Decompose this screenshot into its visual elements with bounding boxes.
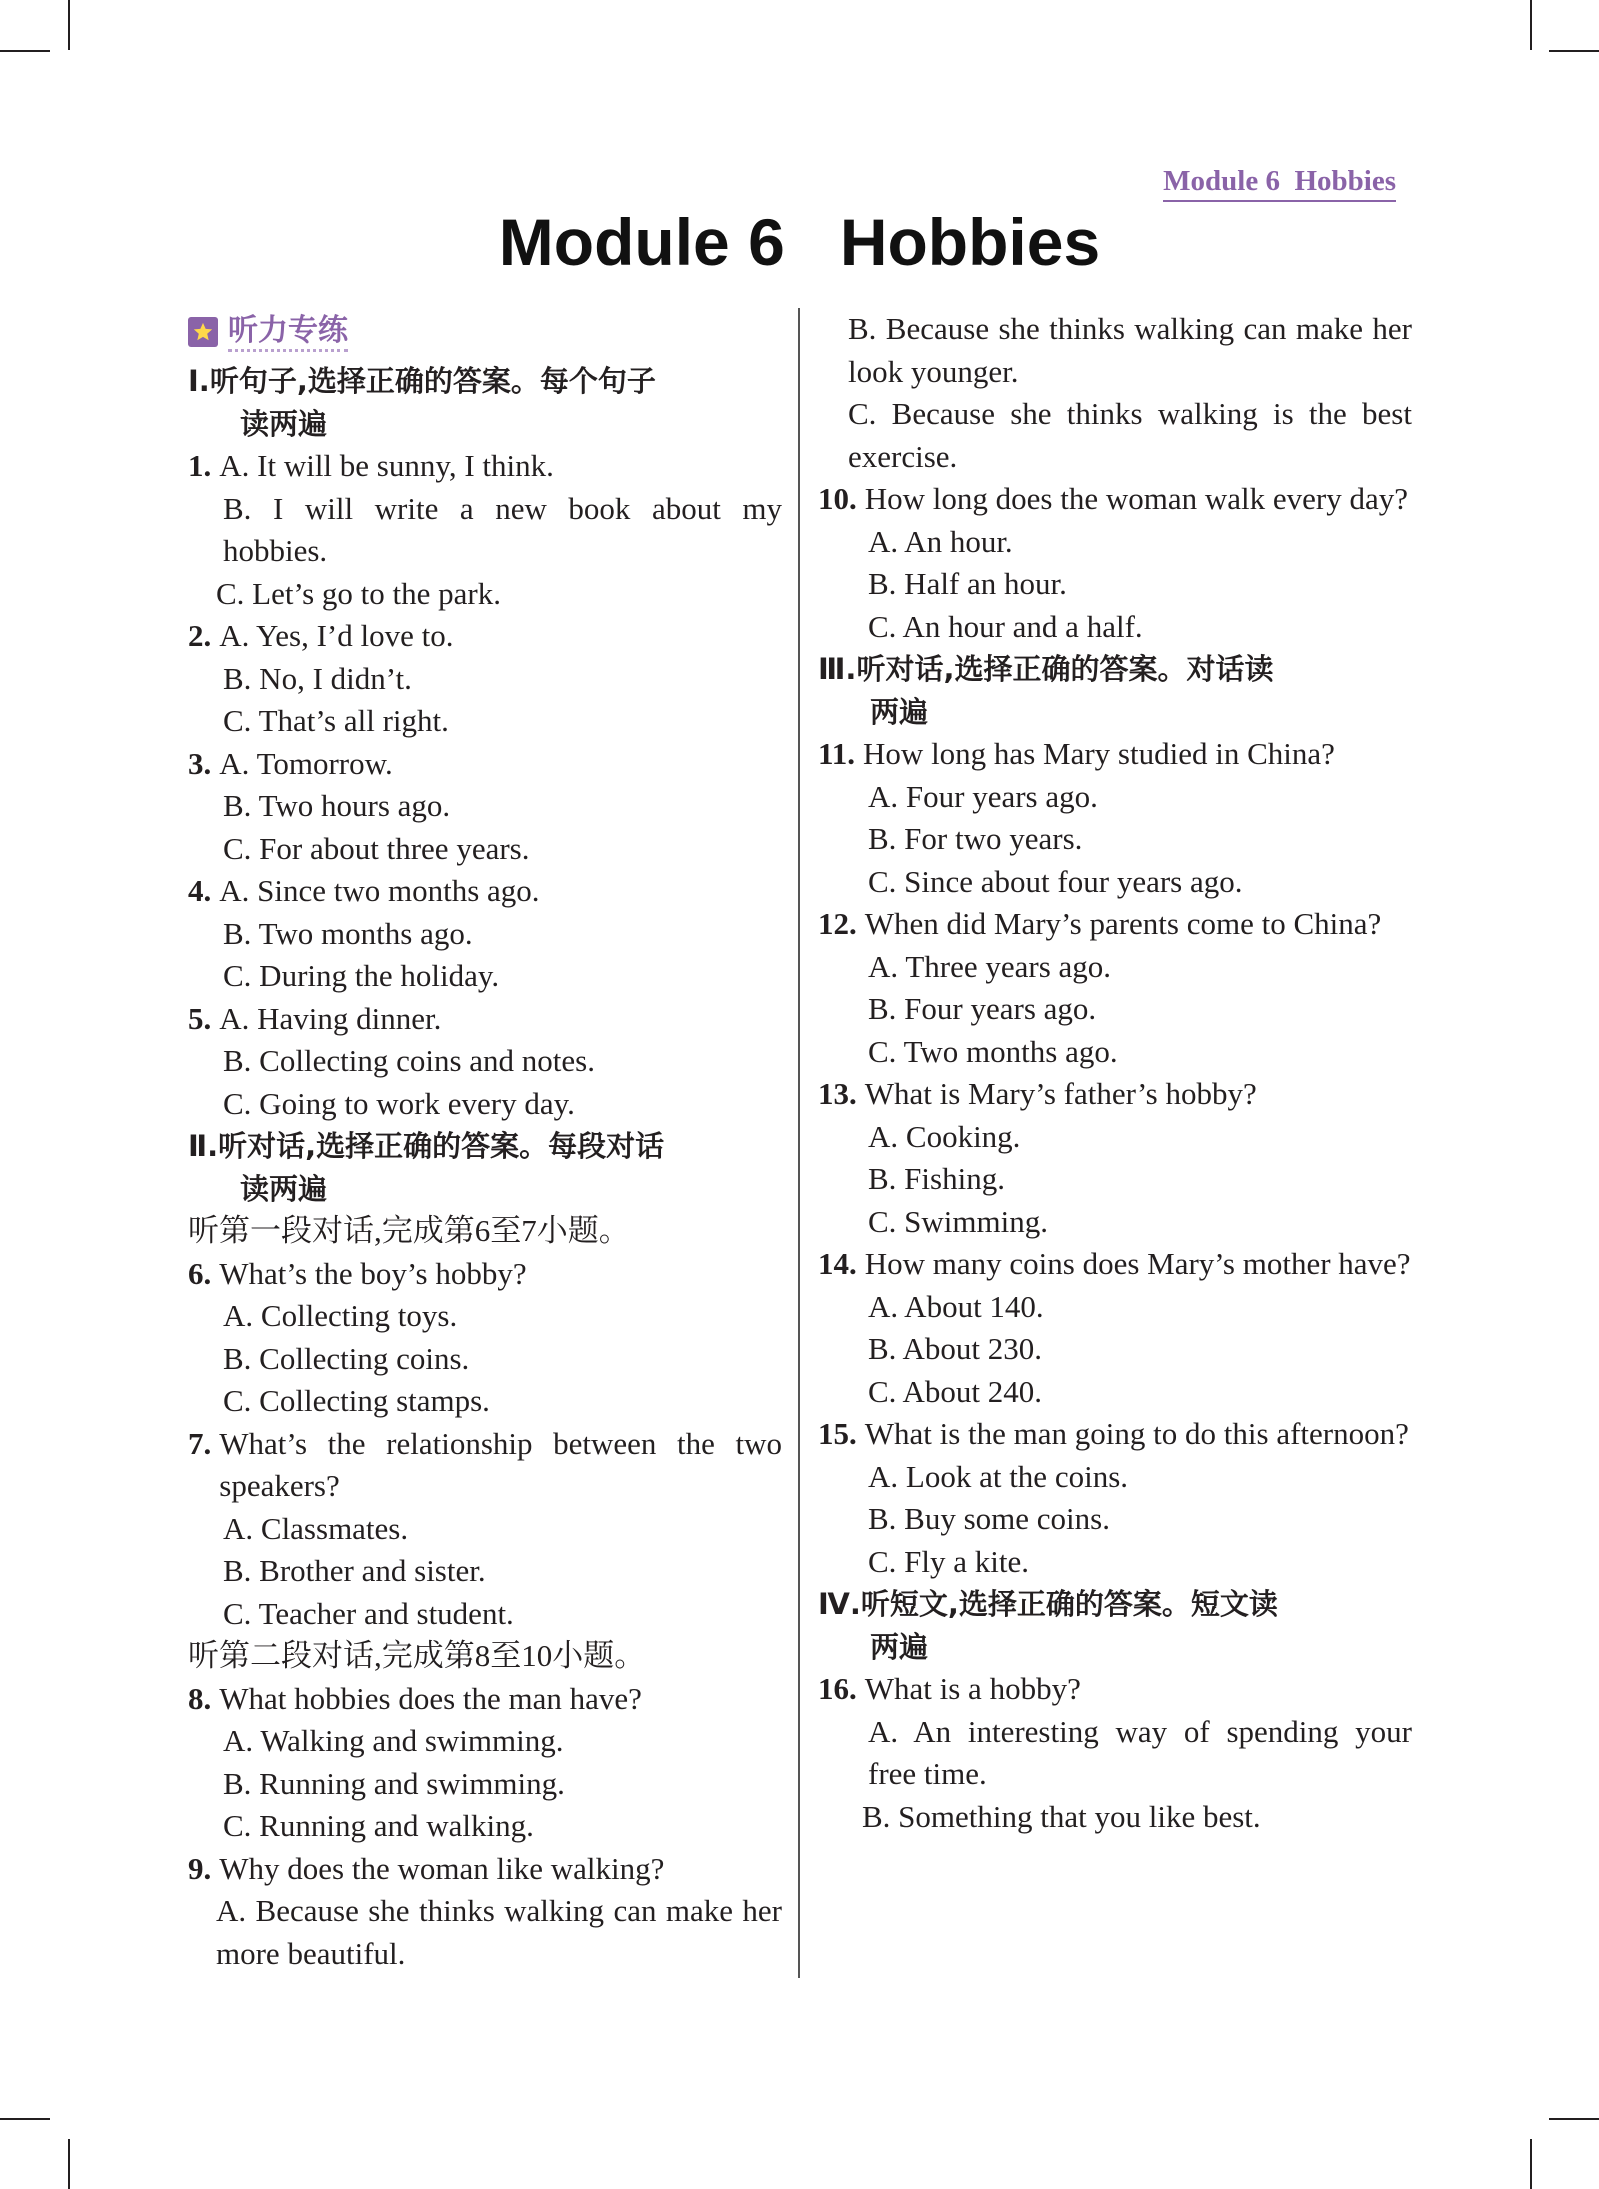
option[interactable] [188,828,782,871]
question [188,1423,782,1508]
crop-mark [1530,0,1532,50]
part-heading [188,1125,782,1210]
option-text: C. Since about four years ago. [868,863,1243,899]
question-text: What’s the relationship between the two speakers? [219,1425,782,1503]
question-text: When did Mary’s parents come to China? [864,906,1382,941]
option[interactable] [188,785,782,828]
part-number: Ⅰ. [188,364,210,398]
option[interactable] [188,1040,782,1083]
option[interactable] [188,1508,782,1551]
part-title: 听对话,选择正确的答案。每段对话 [218,1129,665,1163]
option-text: B. Two hours ago. [223,788,451,823]
question-number: 1. [188,448,212,483]
option[interactable] [818,308,1412,393]
option-text: A. Collecting toys. [223,1298,458,1333]
option-text[interactable]: A. Yes, I’d love to. [219,618,454,653]
question-number: 14. [818,1246,857,1281]
option-text: B. Collecting coins. [223,1340,470,1376]
part-number: Ⅲ. [818,652,857,686]
option[interactable] [818,563,1412,606]
option-text: C. That’s all right. [223,703,449,738]
option-text: C. Fly a kite. [868,1543,1030,1579]
crop-mark [1549,50,1599,52]
option[interactable] [188,1550,782,1593]
option-text: A. About 140. [868,1288,1044,1324]
option[interactable] [818,606,1412,649]
part-title: 听短文,选择正确的答案。短文读 [860,1587,1278,1621]
question-number: 7. [188,1425,212,1461]
question-number: 15. [818,1416,857,1451]
option[interactable] [188,573,782,616]
part-number: Ⅱ. [188,1129,219,1163]
option[interactable] [818,1498,1412,1541]
star-icon [188,317,218,347]
option[interactable] [818,1711,1412,1796]
option-text: C. Going to work every day. [223,1085,575,1121]
option[interactable] [818,946,1412,989]
option[interactable] [188,1380,782,1423]
option[interactable] [188,1890,782,1975]
option[interactable] [188,1763,782,1806]
question [818,478,1412,521]
option[interactable] [188,658,782,701]
question [188,1678,782,1721]
option[interactable] [188,1083,782,1126]
option-text: B. Two months ago. [223,915,473,951]
part-title-cont: 读两遍 [240,406,328,441]
option-text[interactable]: A. Since two months ago. [219,873,540,908]
option[interactable] [188,1805,782,1848]
option-text: A. Because she thinks walking can make her more beautiful. [216,1893,782,1971]
option[interactable] [188,1338,782,1381]
question [818,1073,1412,1116]
option-text: B. Fishing. [868,1161,1005,1196]
crop-mark [0,50,50,52]
question-text: What’s the boy’s hobby? [219,1255,527,1291]
option-text: C. Let’s go to the park. [216,575,501,611]
part-heading [188,360,782,445]
option[interactable] [818,776,1412,819]
option-text: A. Four years ago. [868,778,1098,814]
option-text: C. An hour and a half. [868,608,1143,644]
option-text: B. For two years. [868,821,1083,856]
question [188,998,782,1041]
crop-mark [68,2139,70,2189]
option-text: B. Something that you like best. [862,1798,1261,1834]
option-text: B. Four years ago. [868,991,1097,1026]
option-text: B. No, I didn’t. [223,660,412,696]
question-number: 16. [818,1671,857,1706]
option-text: C. Because she thinks walking is the best exercise. [848,396,1412,474]
option[interactable] [188,1720,782,1763]
option-text: C. During the holiday. [223,958,500,993]
option[interactable] [818,1286,1412,1329]
question-number: 8. [188,1680,212,1716]
question [818,903,1412,946]
option-text: B. Because she thinks walking can make her look younger. [848,311,1412,389]
option-text: B. I will write a new book about my hobbies. [223,490,782,568]
option[interactable] [818,521,1412,564]
option[interactable] [818,861,1412,904]
option-text: C. Running and walking. [223,1808,534,1843]
option[interactable] [188,700,782,743]
option-text: B. Half an hour. [868,566,1067,601]
question-number: 3. [188,745,212,781]
instruction: 听第二段对话,完成第8至10小题。 [188,1638,646,1673]
question-number: 2. [188,618,212,653]
question-number: 12. [818,906,857,941]
option-text[interactable]: A. Tomorrow. [219,745,393,781]
option-text: A. Classmates. [223,1510,409,1546]
question [818,733,1412,776]
question-number: 4. [188,873,212,908]
running-header: Module 6 Hobbies [1163,165,1396,202]
crop-mark [1530,2139,1532,2189]
option[interactable] [818,1031,1412,1074]
page-title: Module 6 Hobbies [498,205,1101,279]
part-title-cont: 两遍 [870,694,929,729]
question [188,1848,782,1891]
option-text[interactable]: A. Having dinner. [219,1000,442,1036]
question-text: What hobbies does the man have? [219,1680,642,1716]
question-text: How long has Mary studied in China? [863,736,1335,771]
option[interactable] [188,488,782,573]
part-heading [818,648,1412,733]
option-text: A. An interesting way of spending your free time. [868,1713,1412,1791]
question-number: 13. [818,1076,857,1111]
option-text: A. An hour. [868,523,1013,559]
question [818,1413,1412,1456]
part-title-cont: 读两遍 [240,1171,328,1206]
question-number: 9. [188,1850,212,1886]
part-heading [818,1583,1412,1668]
option-text: A. Three years ago. [868,948,1112,984]
option[interactable] [818,1371,1412,1414]
question [188,445,782,488]
question-text: How many coins does Mary’s mother have? [864,1246,1411,1281]
option-text: B. About 230. [868,1331,1042,1366]
option[interactable] [818,1456,1412,1499]
option[interactable] [818,393,1412,478]
option[interactable] [188,1593,782,1636]
section-label: 听力专练 [228,313,348,352]
option-text: B. Brother and sister. [223,1553,486,1588]
column-divider [798,308,800,1978]
option-text: C. Teacher and student. [223,1595,514,1631]
option[interactable] [818,1158,1412,1201]
option[interactable] [188,913,782,956]
question-number: 6. [188,1255,212,1291]
option-text: A. Look at the coins. [868,1458,1129,1494]
right-column [818,308,1412,1838]
question-number: 10. [818,481,857,516]
part-title: 听对话,选择正确的答案。对话读 [856,652,1274,686]
option-text: B. Running and swimming. [223,1765,565,1801]
option[interactable] [818,1541,1412,1584]
part-title: 听句子,选择正确的答案。每个句子 [209,364,656,398]
option-text: A. Walking and swimming. [223,1723,564,1758]
option-text: A. Cooking. [868,1118,1021,1154]
section-tag [188,308,782,356]
option-text: C. For about three years. [223,830,530,866]
question [188,615,782,658]
question-text: Why does the woman like walking? [219,1850,665,1886]
question-text: How long does the woman walk every day? [864,481,1408,516]
crop-mark [68,0,70,50]
option-text: C. Collecting stamps. [223,1383,490,1418]
question [188,870,782,913]
option-text: C. Swimming. [868,1203,1049,1239]
question [188,743,782,786]
option[interactable] [188,1295,782,1338]
option[interactable] [818,1328,1412,1371]
part-title-cont: 两遍 [870,1629,929,1664]
option-text: C. Two months ago. [868,1033,1118,1069]
question-number: 5. [188,1000,212,1036]
option-text: C. About 240. [868,1373,1042,1409]
instruction: 听第一段对话,完成第6至7小题。 [188,1213,630,1248]
option-text[interactable]: A. It will be sunny, I think. [219,448,554,483]
left-column [188,308,782,1975]
option[interactable] [818,1116,1412,1159]
crop-mark [1549,2118,1599,2120]
question-text: What is the man going to do this afternoon? [864,1416,1409,1451]
part-number: Ⅳ. [818,1587,861,1621]
question-text: What is Mary’s father’s hobby? [864,1076,1257,1111]
option[interactable] [818,1201,1412,1244]
option-text: B. Buy some coins. [868,1501,1110,1536]
question-number: 11. [818,736,856,771]
option[interactable] [188,955,782,998]
option[interactable] [818,1796,1412,1839]
question [818,1243,1412,1286]
option[interactable] [818,988,1412,1031]
question [818,1668,1412,1711]
question-text: What is a hobby? [864,1671,1081,1706]
crop-mark [0,2118,50,2120]
option[interactable] [818,818,1412,861]
option-text: B. Collecting coins and notes. [223,1043,595,1078]
question [188,1253,782,1296]
